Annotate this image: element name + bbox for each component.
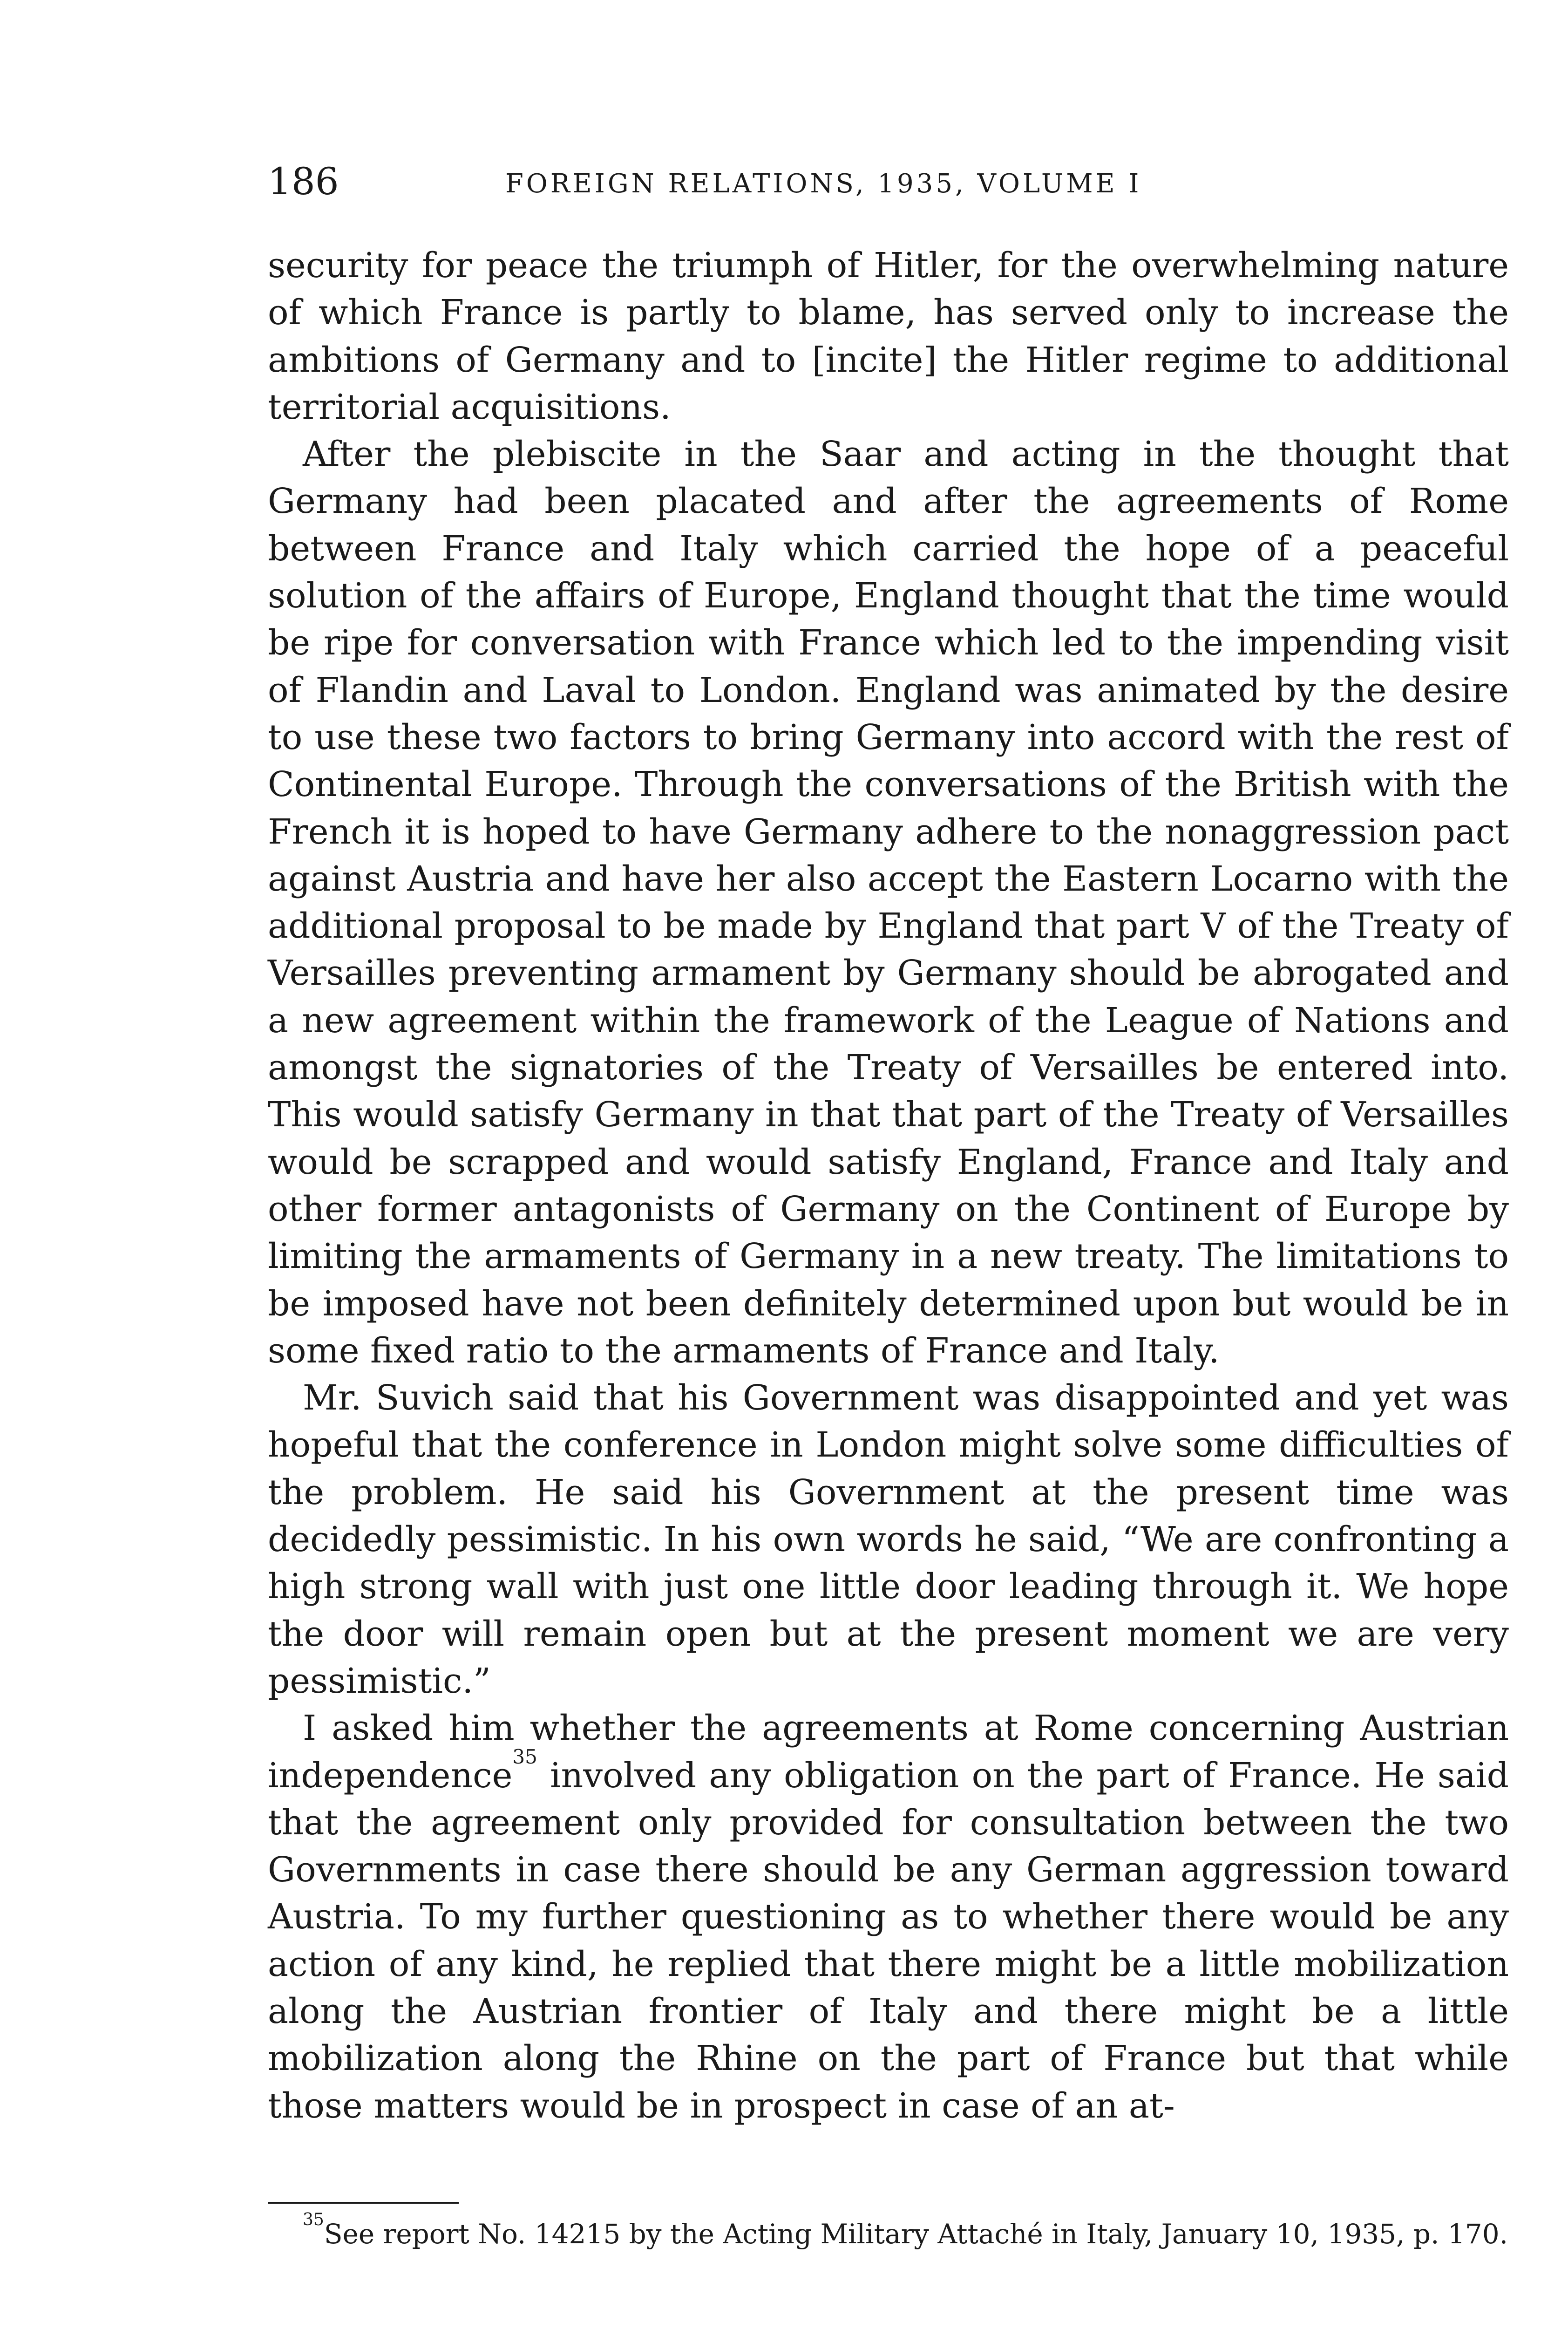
paragraph-text: involved any obligation on the part of France. He said that the agreement only provided for consultation between the two Governments in case there should be any German aggression toward Austria. To my further questioning as to whether there would be any action of any kind, he replied that there might be a little mobilization along the Austrian frontier of Italy and there might be a little mobilization along the Rhine on the part of France but that while those matters would be in prospect in case of an at- [268,1755,1509,2126]
footnote-divider [268,2202,459,2204]
footnote-text: See report No. 14215 by the Acting Military Attaché in Italy, January 10, 1935, p. 170. [324,2218,1508,2250]
footnote [268,2210,1509,2251]
paragraph: security for peace the triumph of Hitler, for the overwhelming nature of which France is partly to blame, has served only to increase the ambitions of Germany and to [incite] the Hitler regime to additional territorial acquisitions. [268,245,1509,427]
paragraph [268,1705,1509,2130]
body-text [268,242,1509,2130]
footnote-reference: 35 [512,1745,537,1768]
page-number: 186 [268,160,339,203]
running-head: FOREIGN RELATIONS, 1935, VOLUME I [505,169,1142,199]
footnote-marker: 35 [303,2210,324,2229]
paragraph: Mr. Suvich said that his Government was disappointed and yet was hopeful that the conference in London might solve some difficulties of the problem. He said his Government at the present time was decidedly pessimistic. In his own words he said, “We are confronting a high strong wall with just one little door leading through it. We hope the door will remain open but at the present moment we are very pessimistic.” [268,1378,1509,1701]
page-header [268,158,1509,205]
paragraph: After the plebiscite in the Saar and acting in the thought that Germany had been placated and after the agreements of Rome between France and Italy which carried the hope of a peaceful solution of the affairs of Europe, England thought that the time would be ripe for conversation with France which led to the impending visit of Flandin and Laval to London. England was animated by the desire to use these two factors to bring Germany into accord with the rest of Continental Europe. Through the conversations of the British with the French it is hoped to have Germany adhere to the nonaggression pact against Austria and have her also accept the Eastern Locarno with the additional proposal to be made by England that part V of the Treaty of Versailles preventing armament by Germany should be abrogated and a new agreement within the framework of the League of Nations and amongst the signatories of the Treaty of Versailles be entered into. This would satisfy Germany in that that part of the Treaty of Versailles would be scrapped and would satisfy England, France and Italy and other former antagonists of Germany on the Continent of Europe by limiting the armaments of Germany in a new treaty. The limitations to be imposed have not been definitely determined upon but would be in some fixed ratio to the armaments of France and Italy. [268,434,1509,1371]
paragraph-text: I asked him whether the agreements at Rome concerning Austrian independence [268,1708,1509,1796]
